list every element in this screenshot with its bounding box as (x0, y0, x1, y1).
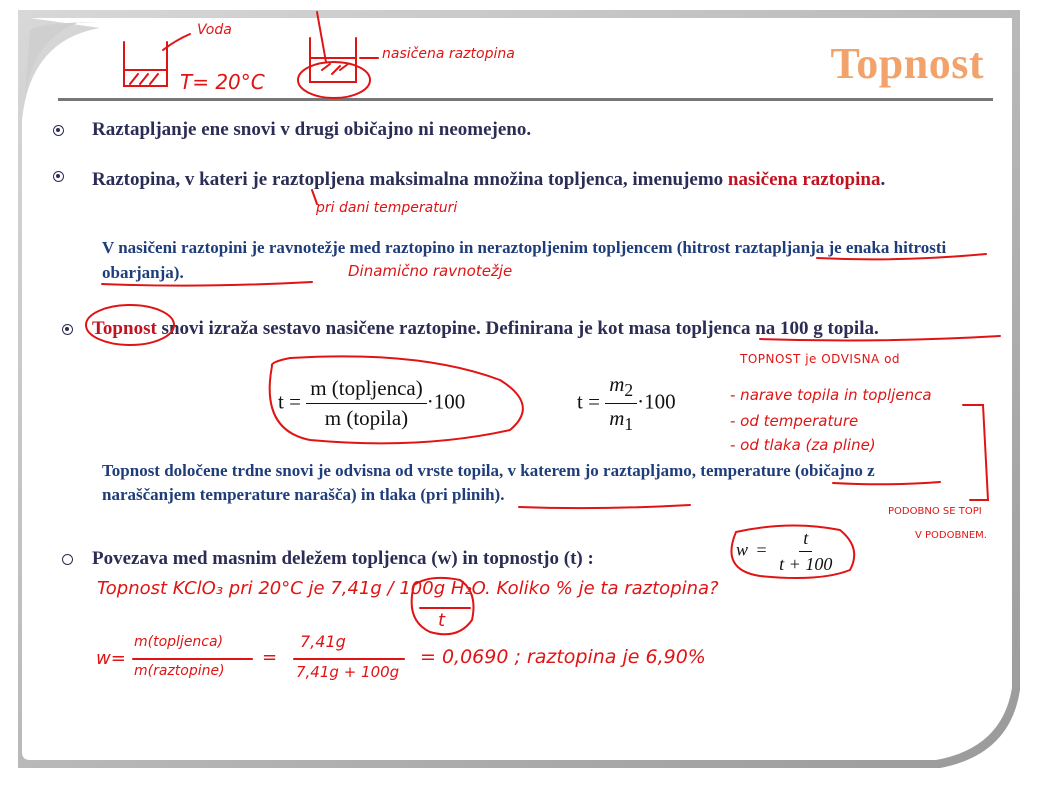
formula-mass-fraction (736, 528, 836, 575)
bullet-2-highlight: nasičena raztopina (727, 169, 881, 190)
formula-solubility-mass (278, 376, 465, 431)
formula3-lhs: w (736, 539, 749, 560)
formula2-den-sub: 1 (624, 414, 634, 435)
calc-w: w= (96, 648, 126, 669)
bullet-icon (53, 125, 64, 136)
formula2-fraction (605, 372, 637, 435)
calc-frac2-den: 7,41g + 100g (296, 663, 400, 681)
bullet-2-tail: . (880, 169, 886, 190)
formula2-lhs: t = (577, 389, 600, 414)
calc-eq: = (262, 647, 278, 668)
bullet-2-text (92, 163, 982, 196)
formula2-numerator (605, 372, 637, 404)
bullet-icon (53, 171, 64, 182)
formula3-eq: = (756, 539, 767, 560)
formula2-factor: ·100 (637, 389, 676, 414)
formula1-lhs: t = (278, 389, 301, 414)
formula3-fraction (775, 528, 836, 575)
side-note-title: TOPNOST je ODVISNA od (740, 352, 901, 366)
formula1-denominator: m (topila) (324, 406, 409, 430)
calc-result: = 0,0690 ; raztopina je 6,90% (420, 646, 706, 668)
formula-solubility-index (577, 372, 676, 435)
note-dependence: Topnost določene trdne snovi je odvisna od vrste topila, v katerem jo raztapljamo, temperature (običajno z naraščanjem temperature narašča) in tlaka (pri plinih). (102, 461, 875, 504)
example-t-label: t (438, 610, 446, 631)
bullet-icon (62, 324, 73, 335)
formula3-denominator: t + 100 (779, 554, 833, 574)
note-equilibrium: V nasičeni raztopini je ravnotežje med raztopino in neraztopljenim topljencem (hitrost raztapljanja je enaka hitrosti obarjanja). (102, 238, 947, 282)
topnost-keyword: Topnost (92, 318, 157, 339)
side-note-item: - od temperature (730, 412, 859, 430)
formula3-numerator: t (799, 528, 812, 552)
bullet-icon (62, 554, 73, 565)
formula2-num-sub: 2 (624, 380, 634, 401)
calc-frac2-num: 7,41g (300, 632, 346, 651)
bullet-1-text: Raztapljanje ene snovi v drugi običajno ni neomejeno. (92, 119, 532, 140)
side-note-item: - narave topila in topljenca (730, 386, 932, 404)
note-dynamic-equilibrium: Dinamično ravnotežje (348, 262, 513, 280)
slide-title: Topnost (830, 39, 984, 88)
side-note-similar: PODOBNO SE TOPI (888, 506, 982, 517)
calc-frac1-num: m(topljenca) (134, 634, 224, 650)
example-problem: Topnost KClO₃ pri 20°C je 7,41g / 100g H₂O. Koliko % je ta raztopina? (97, 578, 719, 599)
formula1-fraction (306, 376, 427, 431)
note-at-given-temperature: pri dani temperaturi (316, 200, 458, 216)
calc-frac1-den: m(raztopine) (134, 663, 225, 679)
bullet-4-text: Povezava med masnim deležem topljenca (w) in topnostjo (t) : (92, 548, 594, 569)
formula2-den-var: m (609, 406, 625, 431)
formula2-num-var: m (609, 372, 625, 396)
bullet-3-definition: snovi izraža sestavo nasičene raztopine. Definirana je kot masa topljenca na 100 g topila. (156, 318, 879, 339)
beaker1-temperature: T= 20°C (180, 70, 265, 94)
title-rule (58, 98, 993, 101)
bullet-2-lead: Raztopina, v kateri je raztopljena maksimalna množina topljenca, imenujemo (92, 169, 728, 190)
formula1-numerator: m (topljenca) (306, 376, 427, 404)
formula2-denominator (605, 404, 637, 435)
formula1-factor: ·100 (426, 389, 466, 414)
beaker2-label: nasičena raztopina (382, 46, 515, 62)
side-note-item: - od tlaka (za pline) (730, 436, 876, 454)
bullet-3-text (92, 314, 1002, 344)
side-note-similar: V PODOBNEM. (915, 530, 987, 541)
beaker1-label: Voda (197, 22, 232, 38)
